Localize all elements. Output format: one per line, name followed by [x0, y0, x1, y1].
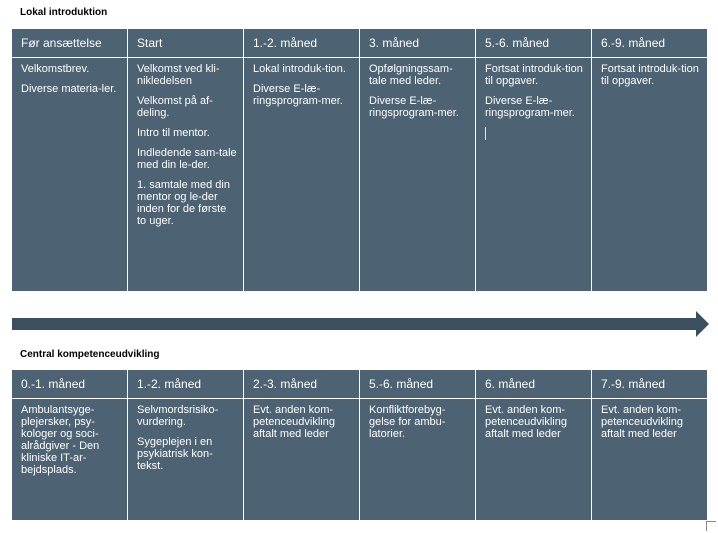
central-cell-3-item-0: Konfliktforebyg-gelse for ambu-latorier.	[369, 404, 446, 440]
local-cell-0-item-0: Velkomstbrev.	[21, 63, 90, 75]
local-cell-3	[360, 58, 475, 291]
local-cell-1-item-0: Velkomst ved kli-nikledelsen	[137, 63, 220, 87]
central-cell-3	[360, 399, 475, 520]
central-header-0: 0.-1. måned	[12, 370, 127, 398]
local-cell-2-item-1: Diverse E-læ-ringsprogram-mer.	[253, 83, 343, 107]
local-cell-4[interactable]	[476, 58, 591, 291]
local-cell-1-item-2: Intro til mentor.	[137, 127, 210, 139]
local-cell-3-item-0: Opfølgningssam-tale med leder.	[369, 63, 453, 87]
page-corner-mark	[706, 521, 716, 531]
local-header-1: Start	[128, 29, 243, 57]
local-header-3: 3. måned	[360, 29, 475, 57]
local-section-title: Lokal introduktion	[20, 7, 108, 18]
local-cell-4-item-0: Fortsat introduk-tion til opgaver.	[485, 63, 583, 87]
central-section-title: Central kompetenceudvikling	[20, 349, 160, 360]
local-cell-1-item-4: 1. samtale med din mentor og le-der inden for de første to uger.	[137, 179, 230, 227]
local-introduction-table	[12, 29, 708, 291]
central-header-4: 6. måned	[476, 370, 591, 398]
local-cell-5	[592, 58, 707, 291]
central-cell-1-item-0: Selvmordsrisiko-vurdering.	[137, 404, 219, 428]
central-cell-1	[128, 399, 243, 520]
local-header-5: 6.-9. måned	[592, 29, 707, 57]
local-header-0: Før ansættelse	[12, 29, 127, 57]
local-cell-0-item-1: Diverse materia-ler.	[21, 83, 117, 95]
timeline-arrow	[12, 311, 709, 337]
local-cell-0	[12, 58, 127, 291]
local-cell-3-item-1: Diverse E-læ-ringsprogram-mer.	[369, 95, 459, 119]
central-competence-table	[12, 370, 708, 520]
timeline-arrow-shape	[12, 311, 709, 337]
local-cell-2	[244, 58, 359, 291]
text-cursor	[485, 127, 486, 140]
central-header-1: 1.-2. måned	[128, 370, 243, 398]
local-cell-1-item-3: Indledende sam-tale med din le-der.	[137, 147, 237, 171]
local-header-2: 1.-2. måned	[244, 29, 359, 57]
local-cell-1-item-1: Velkomst på af-deling.	[137, 95, 213, 119]
central-cell-0-item-0: Ambulantsyge-plejersker, psy-kologer og soci-alrådgiver - Den kliniske IT-ar-bejdsplads.	[21, 404, 100, 476]
central-cell-4	[476, 399, 591, 520]
local-cell-1	[128, 58, 243, 291]
central-cell-4-item-0: Evt. anden kom-petenceudvikling aftalt med leder	[485, 404, 567, 440]
local-header-4: 5.-6. måned	[476, 29, 591, 57]
central-cell-1-item-1: Sygeplejen i en psykiatrisk kon-tekst.	[137, 436, 213, 472]
local-cell-4-item-1: Diverse E-læ-ringsprogram-mer.	[485, 95, 575, 119]
central-cell-5	[592, 399, 707, 520]
local-cell-2-item-0: Lokal introduk-tion.	[253, 63, 346, 75]
central-cell-2-item-0: Evt. anden kom-petenceudvikling aftalt med leder	[253, 404, 335, 440]
local-cell-5-item-0: Fortsat introduk-tion til opgaver.	[601, 63, 699, 87]
central-header-2: 2.-3. måned	[244, 370, 359, 398]
central-header-3: 5.-6. måned	[360, 370, 475, 398]
central-cell-2	[244, 399, 359, 520]
central-cell-0	[12, 399, 127, 520]
central-cell-5-item-0: Evt. anden kom-petenceudvikling aftalt med leder	[601, 404, 683, 440]
central-header-5: 7.-9. måned	[592, 370, 707, 398]
